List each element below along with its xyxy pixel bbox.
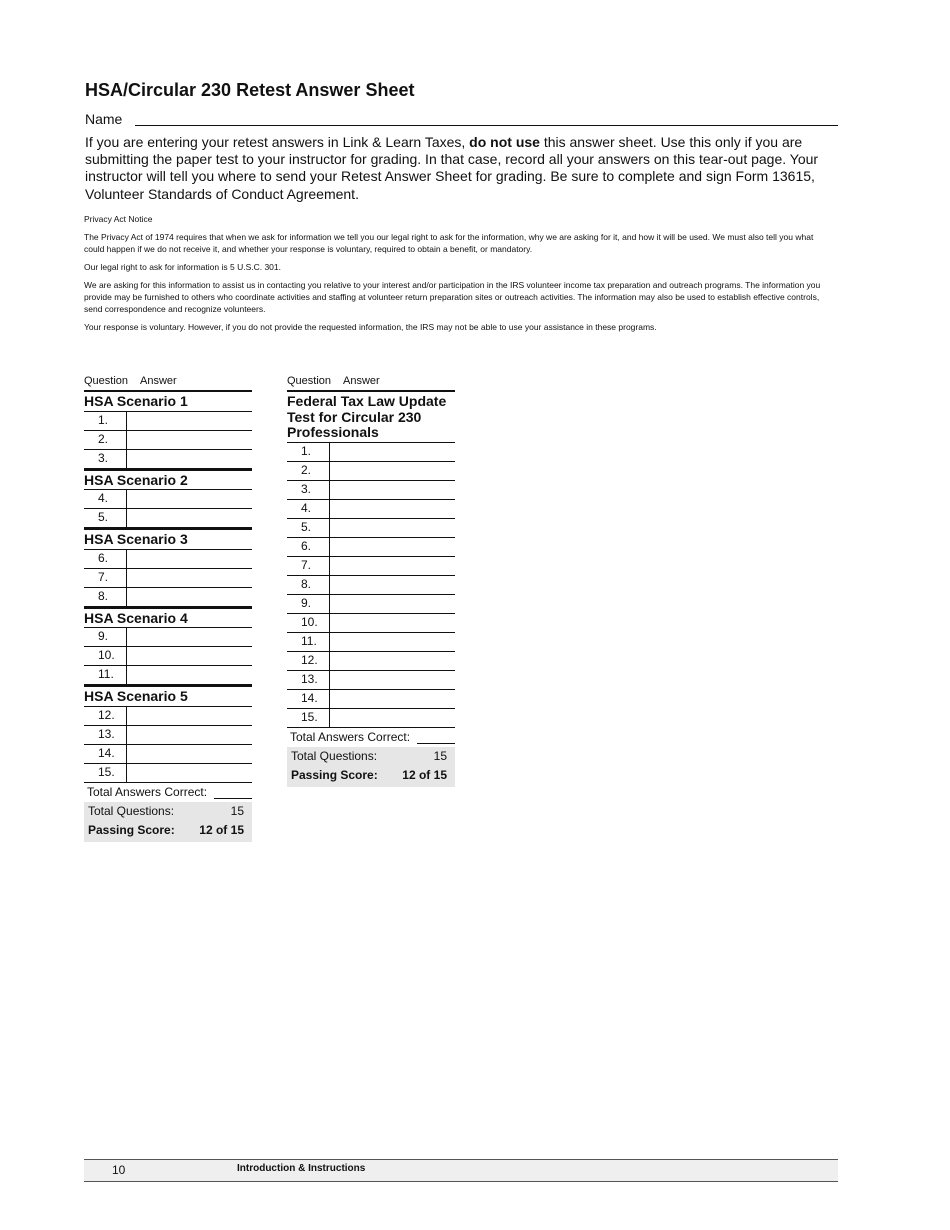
answer-row bbox=[84, 666, 252, 685]
answer-cell[interactable] bbox=[127, 764, 252, 782]
answer-cell[interactable] bbox=[127, 509, 252, 527]
answer-row bbox=[84, 450, 252, 469]
question-number: 3. bbox=[287, 481, 330, 499]
answer-row bbox=[287, 500, 455, 519]
page-title: HSA/Circular 230 Retest Answer Sheet bbox=[85, 80, 415, 100]
question-number: 10. bbox=[287, 614, 330, 632]
section-title: HSA Scenario 1 bbox=[84, 390, 252, 412]
answer-cell[interactable] bbox=[330, 576, 455, 594]
question-number: 15. bbox=[287, 709, 330, 727]
answer-row bbox=[287, 595, 455, 614]
question-number: 8. bbox=[287, 576, 330, 594]
question-number: 14. bbox=[287, 690, 330, 708]
answer-row bbox=[287, 690, 455, 709]
question-number: 7. bbox=[84, 569, 127, 587]
answer-cell[interactable] bbox=[127, 490, 252, 508]
score-summary-box bbox=[84, 802, 252, 842]
question-number: 9. bbox=[84, 628, 127, 646]
question-number: 10. bbox=[84, 647, 127, 665]
passing-score-row bbox=[291, 766, 451, 787]
answer-cell[interactable] bbox=[127, 431, 252, 449]
question-number: 11. bbox=[287, 633, 330, 651]
total-correct-input-line[interactable] bbox=[214, 798, 252, 799]
answer-cell[interactable] bbox=[330, 671, 455, 689]
question-number: 1. bbox=[84, 412, 127, 430]
answer-row bbox=[84, 412, 252, 431]
intro-paragraph bbox=[85, 134, 830, 203]
answer-cell[interactable] bbox=[330, 690, 455, 708]
answer-row bbox=[84, 550, 252, 569]
answer-cell[interactable] bbox=[127, 569, 252, 587]
total-questions-row bbox=[88, 802, 248, 821]
answer-cell[interactable] bbox=[330, 481, 455, 499]
question-number: 12. bbox=[287, 652, 330, 670]
answer-cell[interactable] bbox=[127, 450, 252, 468]
question-number: 5. bbox=[287, 519, 330, 537]
answer-cell[interactable] bbox=[127, 550, 252, 568]
question-number: 13. bbox=[84, 726, 127, 744]
score-summary-box bbox=[287, 747, 455, 787]
answer-cell[interactable] bbox=[330, 443, 455, 461]
question-header: Question bbox=[287, 375, 332, 387]
answer-row bbox=[287, 519, 455, 538]
answer-cell[interactable] bbox=[330, 519, 455, 537]
total-correct-label: Total Answers Correct: bbox=[87, 784, 208, 799]
answer-row bbox=[84, 745, 252, 764]
section-title: HSA Scenario 5 bbox=[84, 685, 252, 707]
section-title: Federal Tax Law Update Test for Circular 230 Professionals bbox=[287, 390, 455, 443]
passing-score-label: Passing Score: bbox=[88, 822, 175, 837]
question-number: 5. bbox=[84, 509, 127, 527]
question-number: 8. bbox=[84, 588, 127, 606]
privacy-paragraph-3: We are asking for this information to assist us in contacting you relative to your interest and/or participation in the IRS volunteer income tax preparation and outreach programs. The information you provide may be furnished to others who coordinate activities and staffing at volunteer return preparation sites or outreach activities. The information may also be used to establish effective controls, send correspondence and recognize volunteers. bbox=[84, 280, 821, 314]
privacy-act-notice bbox=[84, 213, 834, 339]
answer-header: Answer bbox=[140, 375, 177, 387]
passing-score-row bbox=[88, 821, 248, 842]
intro-text-start: If you are entering your retest answers in Link & Learn Taxes, bbox=[85, 134, 470, 150]
hsa-answer-table bbox=[84, 375, 252, 842]
privacy-paragraph-4: Your response is voluntary. However, if you do not provide the requested information, the IRS may not be able to use your assistance in these programs. bbox=[84, 322, 657, 332]
answer-row bbox=[84, 509, 252, 528]
answer-cell[interactable] bbox=[330, 500, 455, 518]
question-header: Question bbox=[84, 375, 129, 387]
answer-row bbox=[84, 764, 252, 783]
page-number: 10 bbox=[112, 1163, 126, 1177]
answer-cell[interactable] bbox=[330, 462, 455, 480]
question-number: 11. bbox=[84, 666, 127, 684]
answer-row bbox=[287, 538, 455, 557]
column-header bbox=[287, 375, 455, 390]
answer-row bbox=[84, 726, 252, 745]
name-input-line[interactable] bbox=[135, 125, 838, 126]
answer-row bbox=[84, 569, 252, 588]
privacy-heading: Privacy Act Notice bbox=[84, 214, 153, 224]
answer-cell[interactable] bbox=[330, 557, 455, 575]
question-number: 3. bbox=[84, 450, 127, 468]
question-number: 6. bbox=[84, 550, 127, 568]
answer-cell[interactable] bbox=[127, 412, 252, 430]
answer-row bbox=[287, 443, 455, 462]
answer-row bbox=[287, 576, 455, 595]
column-header bbox=[84, 375, 252, 390]
section-title: HSA Scenario 4 bbox=[84, 607, 252, 629]
intro-text-bold: do not use bbox=[469, 134, 540, 150]
total-questions-row bbox=[291, 747, 451, 766]
total-questions-label: Total Questions: bbox=[88, 803, 175, 818]
privacy-paragraph-2: Our legal right to ask for information is 5 U.S.C. 301. bbox=[84, 262, 282, 272]
question-number: 4. bbox=[287, 500, 330, 518]
answer-row bbox=[84, 588, 252, 607]
name-field-row bbox=[85, 111, 838, 127]
answer-row bbox=[84, 707, 252, 726]
question-number: 7. bbox=[287, 557, 330, 575]
total-questions-value: 15 bbox=[433, 748, 447, 763]
name-label: Name bbox=[85, 111, 123, 127]
question-number: 1. bbox=[287, 443, 330, 461]
section-title: HSA Scenario 3 bbox=[84, 528, 252, 550]
answer-header: Answer bbox=[343, 375, 380, 387]
answer-row bbox=[287, 614, 455, 633]
answer-cell[interactable] bbox=[330, 538, 455, 556]
total-correct-label: Total Answers Correct: bbox=[290, 729, 411, 744]
answer-cell[interactable] bbox=[127, 647, 252, 665]
question-number: 2. bbox=[84, 431, 127, 449]
question-number: 6. bbox=[287, 538, 330, 556]
page-footer bbox=[84, 1159, 838, 1182]
answer-cell[interactable] bbox=[127, 628, 252, 646]
answer-cell[interactable] bbox=[330, 595, 455, 613]
question-number: 14. bbox=[84, 745, 127, 763]
answer-row bbox=[287, 633, 455, 652]
answer-row bbox=[287, 671, 455, 690]
answer-row bbox=[287, 709, 455, 728]
answer-cell[interactable] bbox=[330, 614, 455, 632]
answer-row bbox=[84, 431, 252, 450]
answer-cell[interactable] bbox=[127, 666, 252, 684]
total-questions-label: Total Questions: bbox=[291, 748, 378, 763]
question-number: 2. bbox=[287, 462, 330, 480]
answer-cell[interactable] bbox=[330, 652, 455, 670]
passing-score-value: 12 of 15 bbox=[402, 767, 447, 782]
passing-score-label: Passing Score: bbox=[291, 767, 378, 782]
answer-cell[interactable] bbox=[127, 707, 252, 725]
total-correct-row bbox=[287, 728, 455, 747]
federal-tax-answer-table bbox=[287, 375, 455, 787]
answer-cell[interactable] bbox=[127, 726, 252, 744]
intro-text-end: this answer sheet. Use this only if you are submitting the paper test to your instructor for grading. In that case, record all your answers on this tear-out page. Your instructor will tell you where to send your Retest Answer Sheet for grading. Be sure to complete and sign Form 13615, Volunteer Standards of Conduct Agreement. bbox=[85, 134, 819, 202]
total-correct-input-line[interactable] bbox=[417, 743, 455, 744]
question-number: 13. bbox=[287, 671, 330, 689]
answer-cell[interactable] bbox=[330, 633, 455, 651]
privacy-paragraph-1: The Privacy Act of 1974 requires that when we ask for information we tell you our legal right to ask for the information, why we are asking for it, and how it will be used. We must also tell you what could happen if we do not receive it, and whether your response is voluntary, required to obtain a benefit, or mandatory. bbox=[84, 232, 814, 254]
question-number: 12. bbox=[84, 707, 127, 725]
answer-row bbox=[287, 481, 455, 500]
section-title: HSA Scenario 2 bbox=[84, 469, 252, 491]
answer-cell[interactable] bbox=[127, 588, 252, 606]
question-number: 4. bbox=[84, 490, 127, 508]
total-correct-row bbox=[84, 783, 252, 802]
answer-row bbox=[287, 462, 455, 481]
question-number: 9. bbox=[287, 595, 330, 613]
answer-row bbox=[84, 628, 252, 647]
footer-section-title: Introduction & Instructions bbox=[237, 1163, 366, 1174]
answer-row bbox=[287, 557, 455, 576]
answer-row bbox=[84, 490, 252, 509]
answer-row bbox=[287, 652, 455, 671]
question-number: 15. bbox=[84, 764, 127, 782]
passing-score-value: 12 of 15 bbox=[199, 822, 244, 837]
total-questions-value: 15 bbox=[230, 803, 244, 818]
answer-cell[interactable] bbox=[127, 745, 252, 763]
answer-row bbox=[84, 647, 252, 666]
answer-cell[interactable] bbox=[330, 709, 455, 727]
